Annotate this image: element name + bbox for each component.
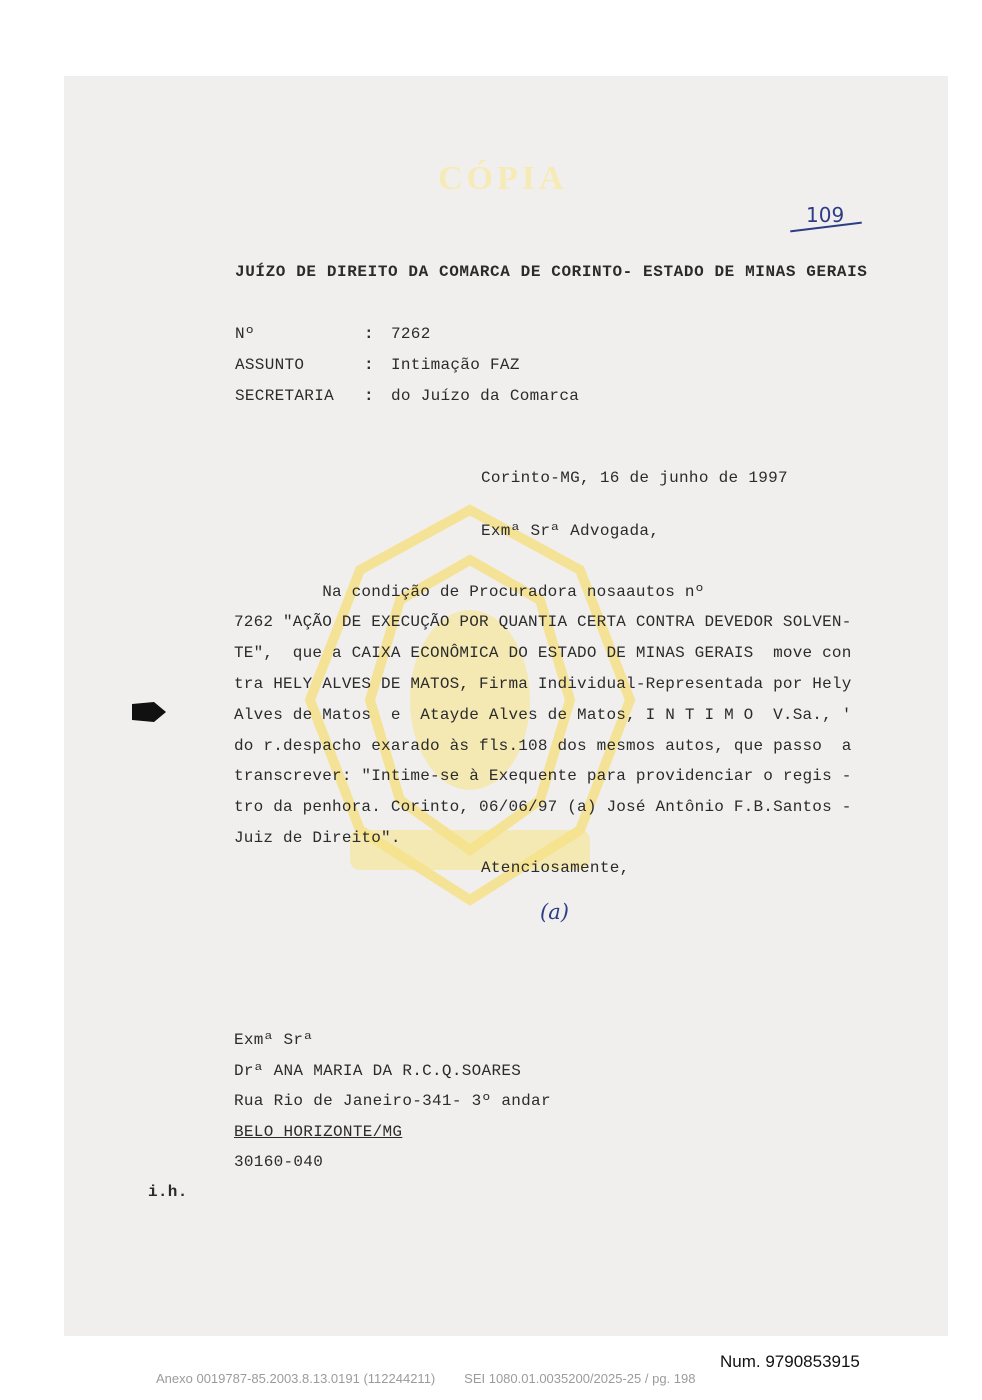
meta-label-secretariat: SECRETARIA [235, 387, 335, 405]
salutation: Exmª Srª Advogada, [481, 522, 660, 540]
addressee-postcode: 30160-040 [234, 1153, 324, 1171]
addressee-name: Drª ANA MARIA DA R.C.Q.SOARES [234, 1062, 522, 1080]
folio-number: 109 [806, 203, 845, 227]
body-line: 7262 "AÇÃO DE EXECUÇÃO POR QUANTIA CERTA CONTRA DEVEDOR SOLVEN- [234, 613, 852, 631]
meta-colon: : [364, 356, 374, 374]
body-line: Juiz de Direito". [234, 829, 401, 847]
body-line: tra HELY ALVES DE MATOS, Firma Individual-Representada por Hely [234, 675, 852, 693]
arrow-marker-icon [130, 700, 168, 724]
document-number: Num. 9790853915 [720, 1352, 860, 1371]
body-line: Na condição de Procuradora nosaautos nº [234, 583, 705, 601]
body-line: TE", que a CAIXA ECONÔMICA DO ESTADO DE MINAS GERAIS move con [234, 644, 852, 662]
body-line: tro da penhora. Corinto, 06/06/97 (a) José Antônio F.B.Santos - [234, 798, 852, 816]
body-line: transcrever: "Intime-se à Exequente para providenciar o regis - [234, 767, 852, 785]
addressee-title: Exmª Srª [234, 1031, 314, 1049]
meta-colon: : [364, 325, 374, 343]
meta-value-number: 7262 [391, 325, 431, 343]
closing: Atenciosamente, [481, 859, 630, 877]
body-line: Alves de Matos e Atayde Alves de Matos, I N T I M O V.Sa., ' [234, 706, 852, 724]
body-line: do r.despacho exarado às fls.108 dos mesmos autos, que passo a [234, 737, 852, 755]
meta-label-number: Nº [235, 325, 255, 343]
court-heading: JUÍZO DE DIREITO DA COMARCA DE CORINTO- ESTADO DE MINAS GERAIS [235, 263, 868, 281]
addressee-city: BELO HORIZONTE/MG [234, 1123, 403, 1141]
addressee-street: Rua Rio de Janeiro-341- 3º andar [234, 1092, 551, 1110]
meta-value-subject: Intimação FAZ [391, 356, 520, 374]
date-line: Corinto-MG, 16 de junho de 1997 [481, 469, 788, 487]
meta-colon: : [364, 387, 374, 405]
typist-initials: i.h. [148, 1183, 188, 1201]
signature-mark: (a) [540, 900, 569, 924]
annex-reference: Anexo 0019787-85.2003.8.13.0191 (112244211) SEI 1080.01.0035200/2025-25 / pg. 198 [156, 1371, 696, 1386]
meta-value-secretariat: do Juízo da Comarca [391, 387, 580, 405]
copia-watermark: CÓPIA [438, 160, 568, 197]
meta-label-subject: ASSUNTO [235, 356, 305, 374]
